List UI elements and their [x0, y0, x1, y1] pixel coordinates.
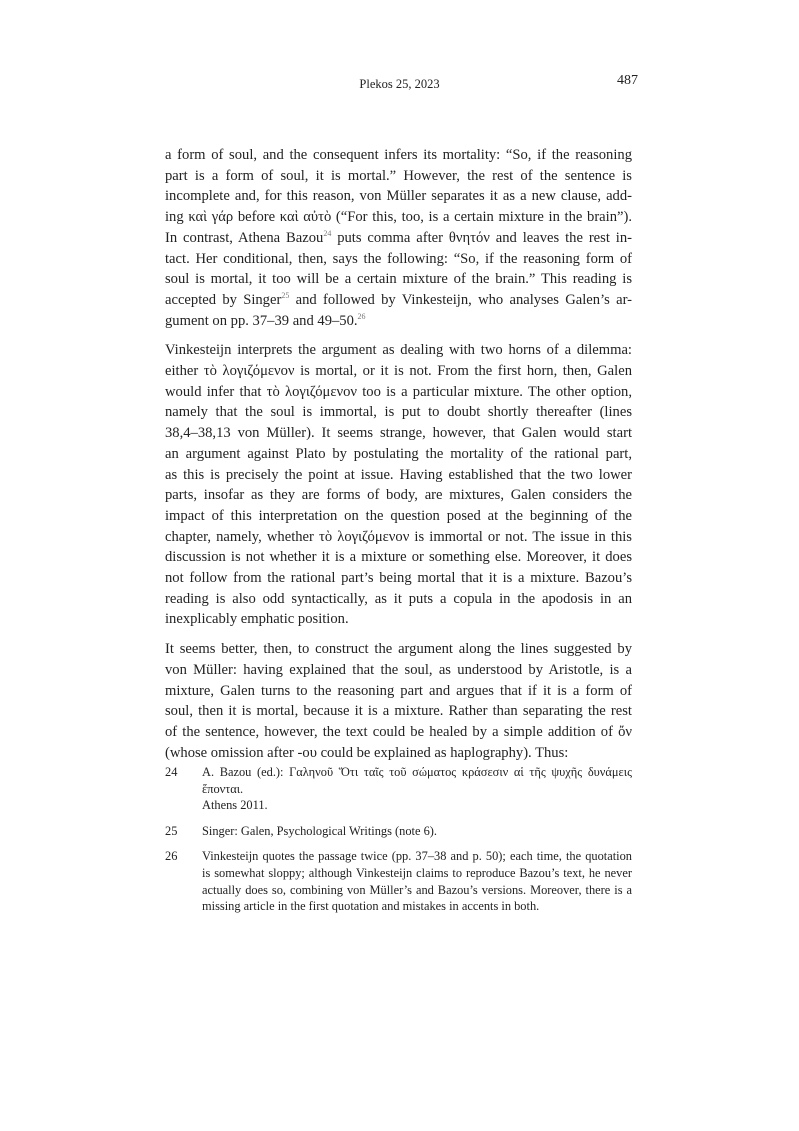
page-header [0, 73, 799, 93]
paragraph-1 [165, 145, 632, 331]
footnote-text [202, 848, 632, 914]
text-line: missing article in the first quotation and mistakes in accents in both. [202, 899, 540, 914]
text-line: would infer that τὸ λογιζόμενον too is a particular mixture. The other option, [165, 383, 632, 400]
text-line: 38,4–38,13 von Müller). It seems strange, however, that Galen would start [165, 425, 632, 442]
footnote-ref-25[interactable]: 25 [281, 290, 290, 300]
running-head: Plekos 25, 2023 [359, 77, 440, 91]
text-line: either τὸ λογιζόμενον is mortal, or it is not. From the first horn, then, Galen [165, 363, 632, 380]
text-line: reading is also odd syntactically, as it puts a copula in the apodosis in an [165, 590, 632, 607]
text-line: an argument against Plato by postulating the mortality of the rational part, [165, 445, 632, 462]
text-fragment: In contrast, Athena Bazou [165, 229, 324, 246]
footnote-ref-24[interactable]: 24 [323, 228, 332, 238]
text-line: of the sentence, however, the text could be healed by a simple addition of ὄν [165, 723, 632, 740]
text-line: actually does so, combining von Müller’s and Bazou’s versions. Moreover, there is a [202, 882, 632, 897]
text-line [165, 228, 632, 249]
paragraph-3 [165, 639, 632, 763]
text-line: incomplete and, for this reason, von Müller separates it as a new clause, add- [165, 188, 632, 205]
text-fragment: gument on pp. 37–39 and 49–50. [165, 312, 358, 329]
text-fragment: accepted by Singer [165, 291, 282, 308]
text-line: Athens 2011. [202, 798, 268, 813]
text-line: soul, then it is mortal, because it is a mixture. Rather than separating the rest [165, 703, 632, 720]
text-line: It seems better, then, to construct the argument along the lines suggested by [165, 641, 632, 658]
footnote-number: 25 [165, 823, 178, 838]
text-line [165, 311, 632, 332]
text-fragment: puts comma after θνητόν and leaves the rest in- [331, 229, 632, 246]
footnote-number: 26 [165, 849, 178, 864]
text-line [165, 290, 632, 311]
text-line: chapter, namely, whether τὸ λογιζόμενον is immortal or not. The issue in this [165, 528, 632, 545]
footnote-24 [165, 764, 632, 814]
text-line: Vinkesteijn quotes the passage twice (pp. 37–38 and p. 50); each time, the quotation [202, 849, 632, 864]
footnote-number: 24 [165, 765, 178, 779]
text-line: is somewhat sloppy; although Vinkesteijn claims to reproduce Bazou’s text, he never [202, 865, 632, 880]
text-fragment: and followed by Vinkesteijn, who analyses Galen’s ar- [289, 291, 632, 308]
text-line: impact of this interpretation on the question posed at the beginning of the [165, 507, 632, 524]
text-line: A. Bazou (ed.): Γαληνοῦ Ὅτι ταῖς τοῦ σώματος κράσεσιν αἱ τῆς ψυχῆς δυνάμεις ἕπονται. [202, 765, 632, 796]
text-line: as this is precisely the point at issue. Having established that the two lower [165, 466, 632, 483]
text-line: Singer: Galen, Psychological Writings (note 6). [202, 823, 437, 838]
text-line: namely that the soul is immortal, is put to doubt shortly thereafter (lines [165, 404, 632, 421]
text-line: mixture, Galen turns to the reasoning part and argues that if it is a form of [165, 682, 632, 699]
footnote-25 [165, 823, 632, 840]
footnote-26 [165, 848, 632, 914]
text-line: ing καὶ γάρ before καὶ αὐτὸ (“For this, too, is a certain mixture in the brain”). [165, 209, 632, 226]
text-line: a form of soul, and the consequent infers its mortality: “So, if the reasoning [165, 147, 632, 163]
text-line: inexplicably emphatic position. [165, 611, 349, 628]
page-number: 487 [617, 73, 638, 88]
body-text [165, 145, 632, 772]
text-line: not follow from the rational part’s being mortal that it is a mixture. Bazou’s [165, 570, 632, 587]
footnotes [165, 764, 632, 924]
footnote-ref-26[interactable]: 26 [357, 311, 366, 321]
text-line: (whose omission after -ου could be explained as haplography). Thus: [165, 744, 569, 761]
text-line: part is a form of soul, it is mortal.” However, the rest of the sentence is [165, 167, 632, 184]
text-line: soul is mortal, it too will be a certain mixture of the brain.” This reading is [165, 271, 632, 288]
footnote-text [202, 823, 632, 840]
paragraph-2 [165, 340, 632, 630]
text-line: discussion is not whether it is a mixture or something else. Moreover, it does [165, 549, 632, 566]
footnote-text [202, 764, 632, 814]
text-line: tact. Her conditional, then, says the following: “So, if the reasoning form of [165, 250, 632, 267]
text-line: Vinkesteijn interprets the argument as dealing with two horns of a dilemma: [165, 342, 632, 359]
text-line: von Müller: having explained that the soul, as understood by Aristotle, is a [165, 661, 632, 678]
text-line: parts, insofar as they are forms of body, are mixtures, Galen considers the [165, 487, 632, 504]
